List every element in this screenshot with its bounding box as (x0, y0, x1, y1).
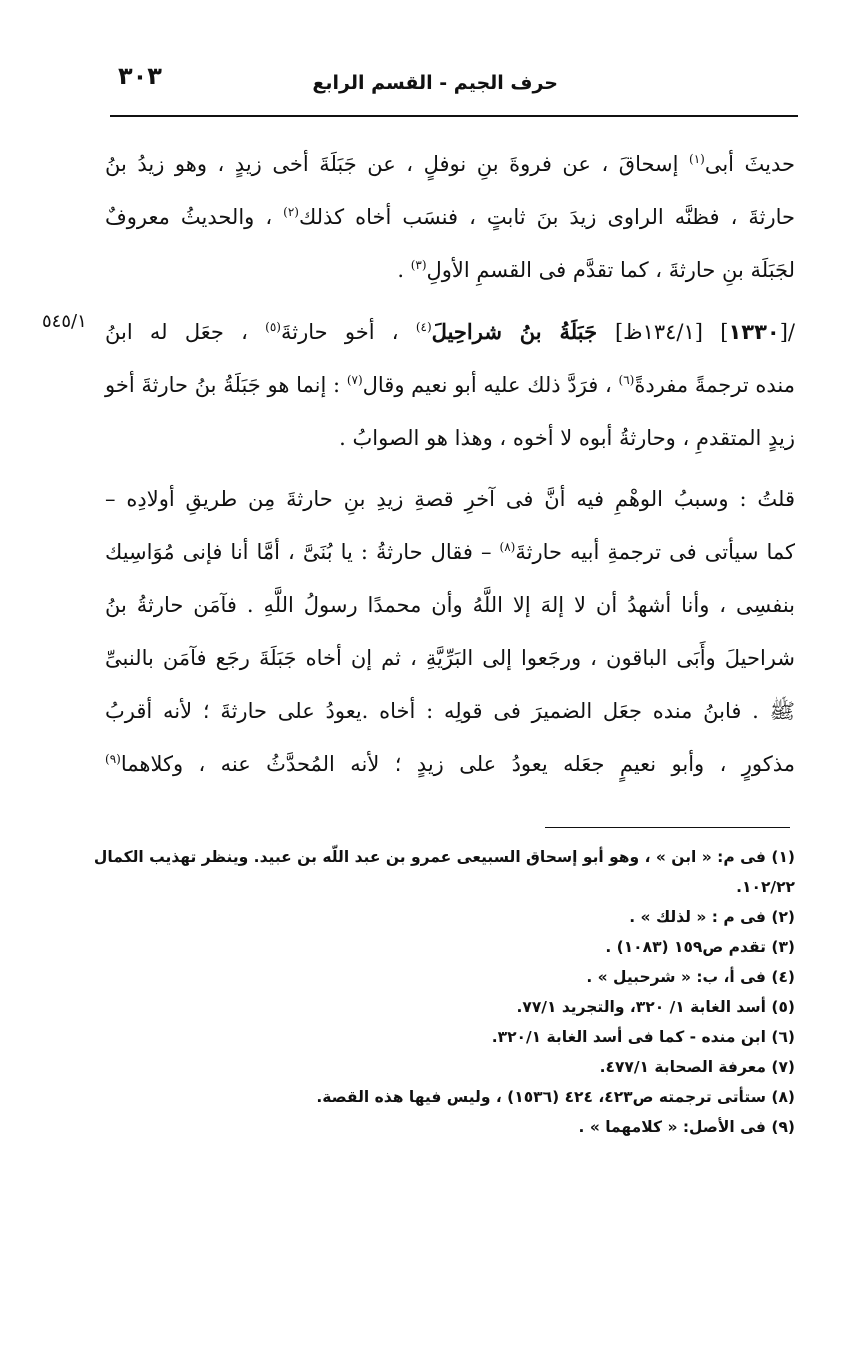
text-line: حديثَ أبى$^{(١)}$ إسحاقَ ، عن فروةَ بنِ نوفلٍ ، عن جَبَلَةَ أخى زيدٍ ، وهو زيدُ بنُ (105, 152, 796, 176)
footnote: (٨) ستأتى ترجمته ص٤٢٣، ٤٢٤ (١٥٣٦) ، وليس فيها هذه القصة. (316, 1088, 795, 1106)
footnote: (٩) فى الأصل: « كلامهما » . (578, 1118, 795, 1136)
footnote: (٤) فى أ، ب: « شرحبيل » . (586, 968, 795, 986)
footnote-ref[interactable]: (٧) (346, 373, 363, 387)
page-number: ٣٠٣ (118, 62, 162, 90)
paragraph-3 (105, 473, 795, 791)
text-line: منده ترجمةً مفردةً$^{(٦)}$ ، فرَدَّ ذلك عليه أبو نعيم وقال$^{(٧)}$ : إنما هو جَبَلَةُ بنُ حارثةَ أخو (105, 373, 795, 397)
footnote: (٣) تقدم ص١٥٩ (١٠٨٣) . (605, 938, 795, 956)
footnote-ref[interactable]: (٤) (415, 320, 432, 334)
paragraph-entry (105, 305, 795, 465)
main-text (105, 138, 795, 791)
text-line: كما سيأتى فى ترجمةِ أبيه حارثةَ$^{(٨)}$ – فقال حارثةُ : يا بُنَىَّ ، أمَّا أنا فإنى مُوَاسِيك (105, 540, 795, 564)
entry-number: ١٣٣٠ (728, 320, 780, 344)
footnote-ref[interactable]: (٦) (618, 373, 635, 387)
footnotes (93, 842, 795, 1142)
page-header (110, 62, 798, 112)
text-line: حارثةَ ، فظنَّه الراوى زيدَ بنَ ثابتٍ ، فنسَب أخاه كذلك$^{(٢)}$ ، والحديثُ معروفٌ (105, 205, 795, 229)
footnote: (١) فى م: « ابن » ، وهو أبو إسحاق السبيعى عمرو بن عبد اللّه بن عبيد. وينظر تهذيب الكمال (93, 848, 795, 866)
paragraph-1 (105, 138, 795, 297)
footnote: (٢) فى م : « لذلك » . (629, 908, 795, 926)
text-line: قلتُ : وسببُ الوهْمِ فيه أنَّ فى آخرِ قصةِ زيدِ بنِ حارثةَ مِن طريقِ أولادِه – (105, 487, 795, 511)
text-line: /[١٣٣٠] [١٣٤/١ظ] جَبَلَةُ بنُ شراحِيلَ$^{(٤)}$ ، أخو حارثةَ$^{(٥)}$ ، جعَل له ابنُ (105, 319, 796, 344)
running-title: حرف الجيم - القسم الرابع (312, 72, 558, 94)
footnote: (٥) أسد الغابة ١/ ٣٢٠، والتجريد ٧٧/١. (516, 998, 795, 1016)
footnote-ref[interactable]: (٢) (283, 205, 299, 219)
text-line: ﷺ . فابنُ منده جعَل الضميرَ فى قولِه : أخاه .يعودُ على حارثةَ ؛ لأنه أقربُ (105, 699, 795, 723)
entry-name: جَبَلَةُ بنُ شراحِيلَ (431, 319, 615, 344)
text-line: زيدٍ المتقدمِ ، وحارثةُ أبوه لا أخوه ، وهذا هو الصوابُ . (339, 426, 795, 450)
header-rule (110, 115, 798, 117)
footnote-rule (545, 827, 790, 828)
text-line: بنفسِى ، وأنا أشهدُ أن لا إلهَ إلا اللَّهُ وأن محمدًا رسولُ اللَّهِ . فآمَن حارثةُ بنُ (105, 593, 795, 617)
footnote-ref[interactable]: (٥) (265, 320, 281, 334)
footnote: (٦) ابن منده - كما فى أسد الغابة ٣٢٠/١. (491, 1028, 795, 1046)
footnote: (٧) معرفة الصحابة ٤٧٧/١. (599, 1058, 795, 1076)
margin-reference: ٥٤٥/١ (42, 311, 87, 332)
footnote-ref[interactable]: (٨) (499, 540, 516, 554)
footnote-ref[interactable]: (٩) (105, 752, 121, 766)
footnote: ١٠٢/٢٢. (736, 878, 795, 896)
text-line: شراحيلَ وأَبَى الباقون ، ورجَعوا إلى البَرِّيَّةِ ، ثم إن أخاه جَبَلَةَ رجَع فآمَن بالنبىِّ (105, 646, 795, 670)
text-line: لجَبَلَة بنِ حارثةَ ، كما تقدَّم فى القسمِ الأولِ$^{(٣)}$ . (397, 258, 795, 282)
footnote-ref[interactable]: (٣) (410, 258, 427, 272)
footnote-ref[interactable]: (١) (689, 152, 705, 166)
text-line: مذكورٍ ، وأبو نعيمٍ جعَله يعودُ على زيدٍ ؛ لأنه المُحدَّثُ عنه ، وكلاهما$^{(٩)}$ (105, 752, 795, 776)
